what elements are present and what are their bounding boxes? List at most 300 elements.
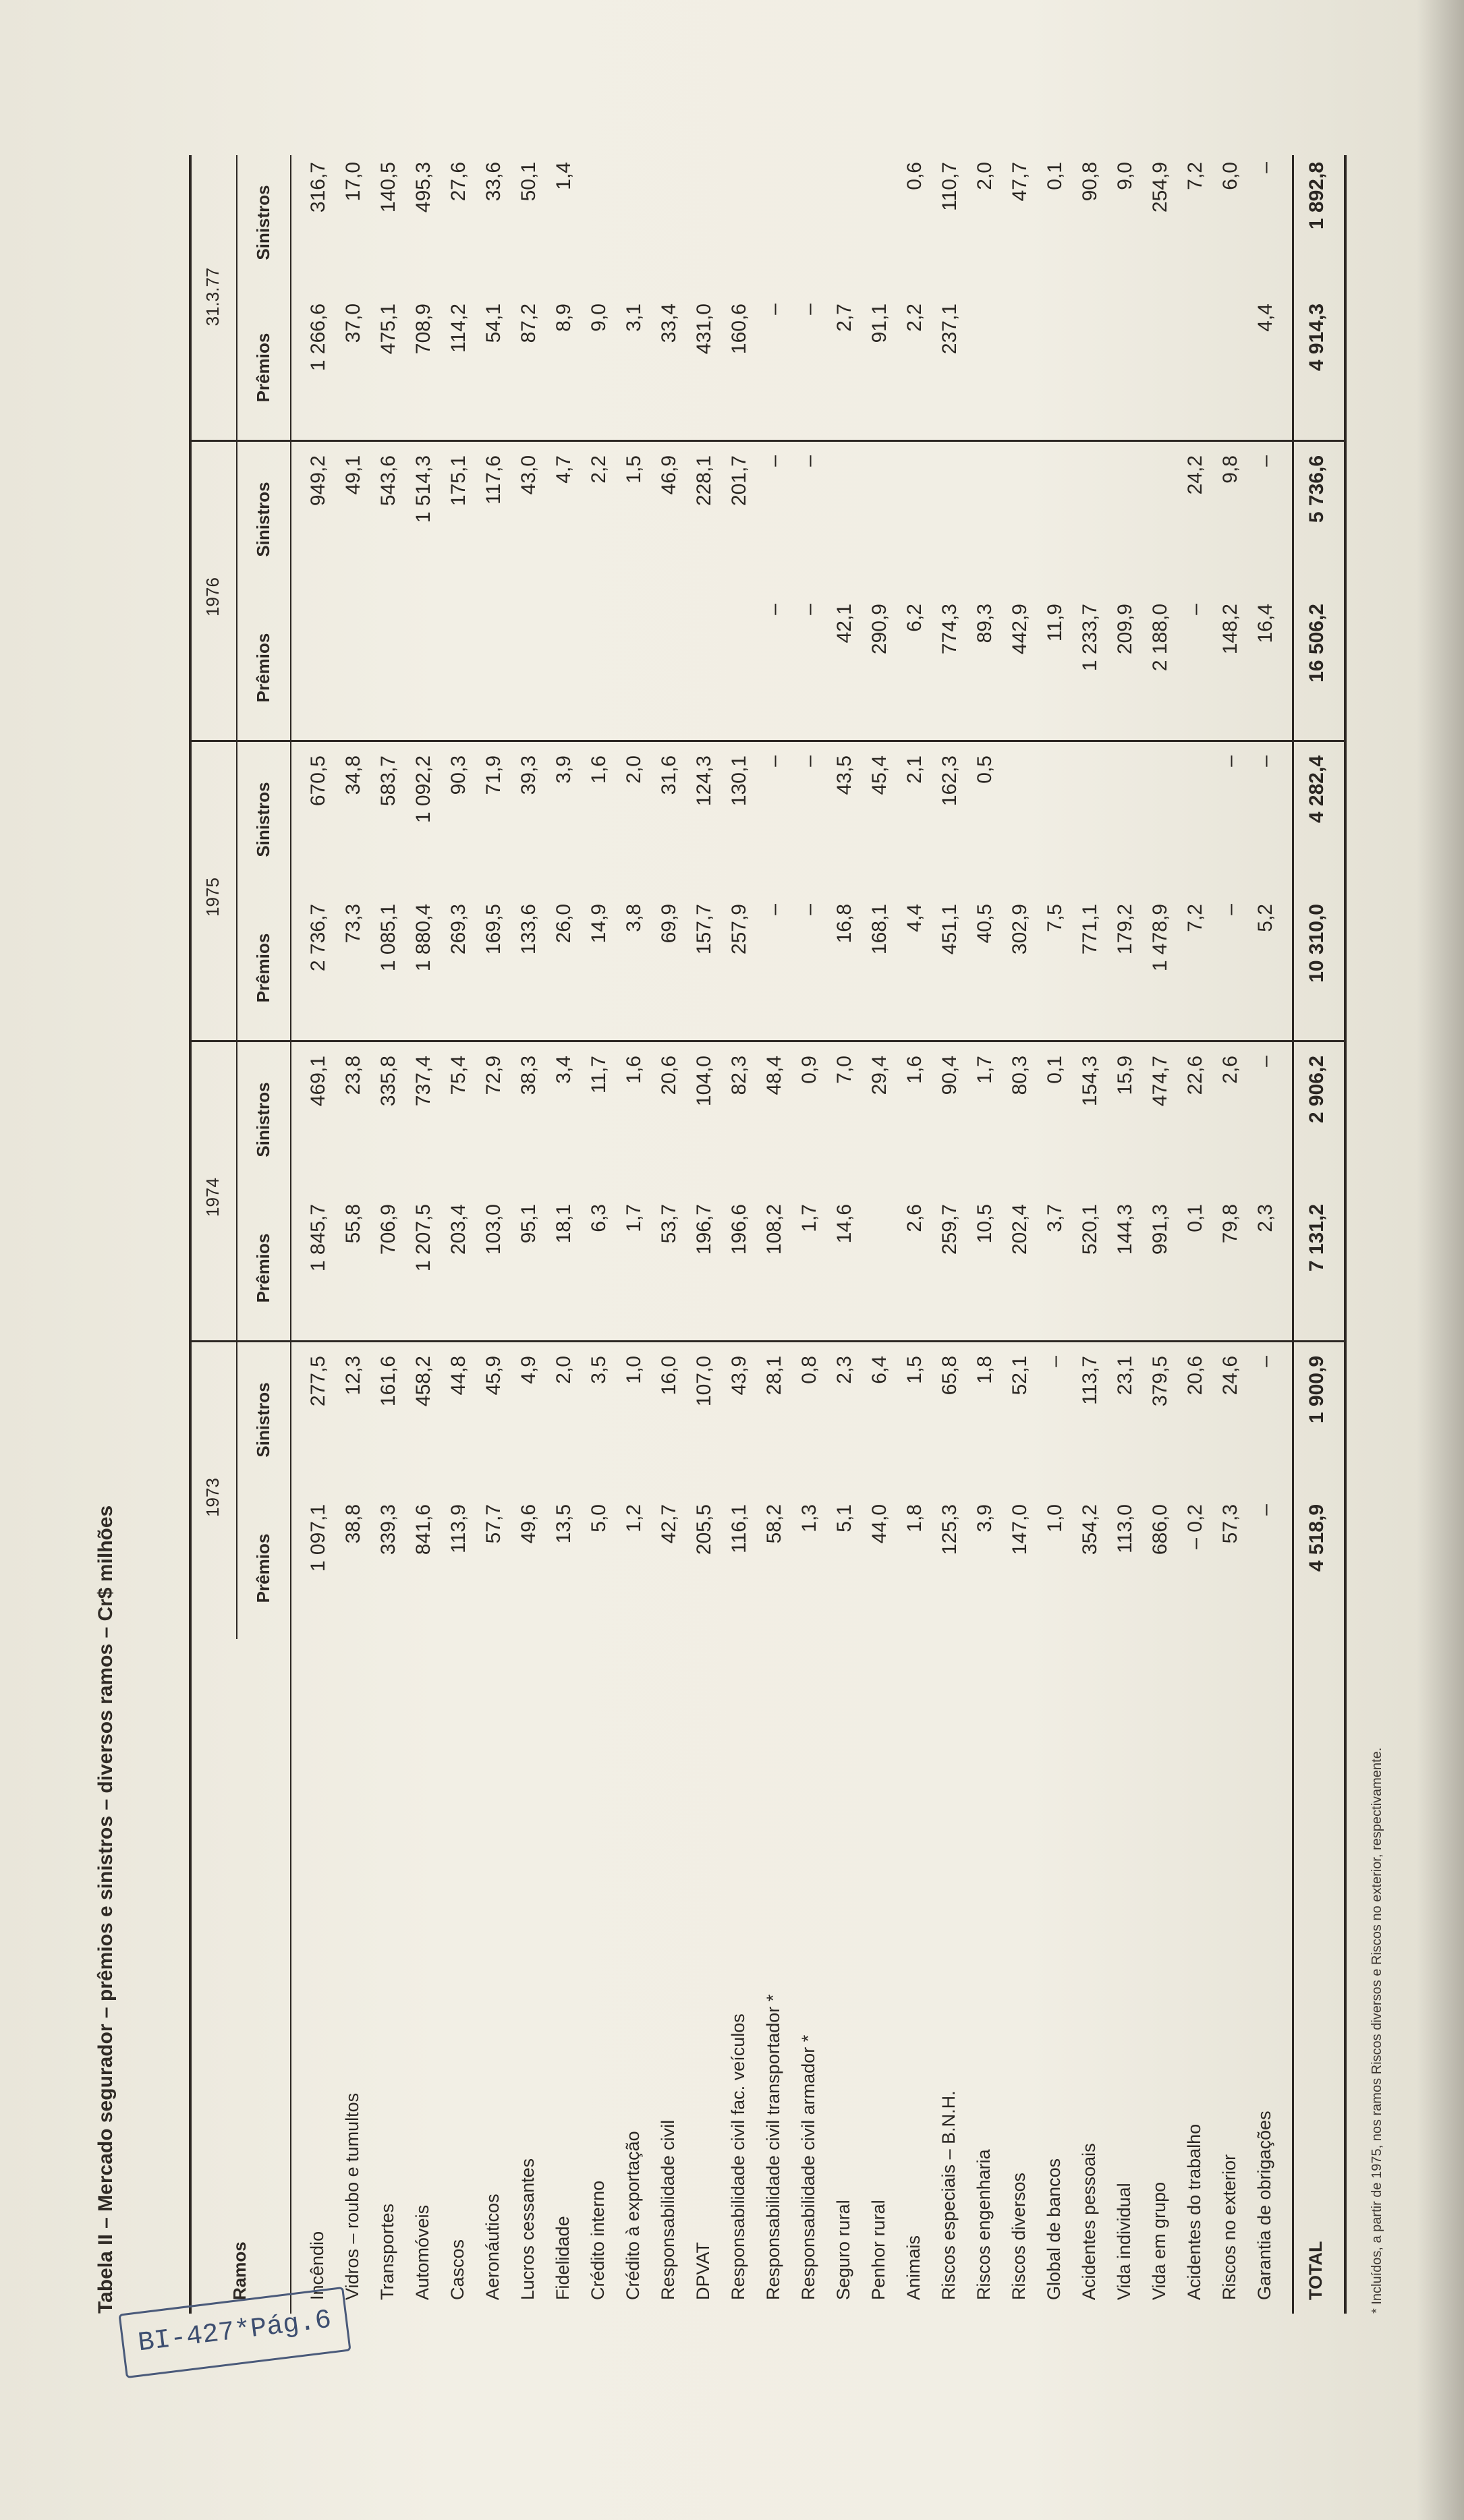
value-cell: – — [1184, 604, 1206, 615]
value-cell: 15,9 — [1114, 1056, 1136, 1095]
value-cell: – 0,2 — [1184, 1504, 1206, 1549]
value-cell: – — [1219, 755, 1241, 767]
value-cell: 72,9 — [482, 1056, 505, 1095]
value-cell: 75,4 — [447, 1056, 470, 1095]
value-cell: 6,4 — [868, 1356, 891, 1384]
value-cell: 708,9 — [412, 304, 434, 355]
value-cell: 50,1 — [517, 162, 540, 202]
value-cell: 16,4 — [1254, 604, 1276, 643]
value-cell: 113,9 — [447, 1504, 470, 1553]
value-cell: – — [798, 455, 820, 467]
value-cell: 49,6 — [517, 1504, 540, 1544]
value-cell: 14,9 — [588, 904, 610, 944]
value-cell: 16,8 — [833, 904, 855, 944]
sinistros-header: Sinistros — [253, 482, 273, 557]
value-cell: – — [1254, 1504, 1276, 1516]
page-stamp: BI-427*Pág.6 — [118, 2287, 351, 2378]
value-cell: 0,1 — [1044, 1056, 1066, 1084]
value-cell: 10 310,0 — [1305, 904, 1328, 983]
value-cell: 3,7 — [1044, 1204, 1066, 1232]
year-header-1976: 1976 — [202, 577, 223, 617]
value-cell: 3,9 — [974, 1504, 996, 1533]
premios-header: Prêmios — [253, 633, 273, 703]
value-cell: 43,5 — [833, 755, 855, 795]
year-header-1974: 1974 — [202, 1178, 223, 1217]
value-cell: 196,7 — [693, 1204, 715, 1255]
value-cell: 140,5 — [377, 162, 399, 213]
value-cell: 737,4 — [412, 1056, 434, 1107]
value-cell: 316,7 — [307, 162, 329, 213]
value-cell: 474,7 — [1149, 1056, 1171, 1107]
value-cell: 34,8 — [342, 755, 364, 795]
sinistros-header: Sinistros — [253, 185, 273, 260]
ramo-label: Global de bancos — [1044, 2158, 1064, 2300]
value-cell: 2,0 — [553, 1356, 575, 1384]
value-cell: 9,8 — [1219, 455, 1241, 484]
value-cell: 209,9 — [1114, 604, 1136, 655]
value-cell: 16,0 — [658, 1356, 680, 1396]
value-cell: 24,2 — [1184, 455, 1206, 495]
value-cell: 335,8 — [377, 1056, 399, 1107]
value-cell: 24,6 — [1219, 1356, 1241, 1396]
value-cell: 2 736,7 — [307, 904, 329, 972]
value-cell: 8,9 — [553, 304, 575, 332]
value-cell: 87,2 — [517, 304, 540, 343]
value-cell: 6,3 — [588, 1204, 610, 1232]
column-divider — [189, 740, 1347, 742]
value-cell: 157,7 — [693, 904, 715, 955]
value-cell: 5,2 — [1254, 904, 1276, 932]
value-cell: 771,1 — [1079, 904, 1101, 955]
ramo-label: Incêndio — [307, 2231, 327, 2300]
year-header-31-3-77: 31.3.77 — [202, 267, 223, 326]
value-cell: 520,1 — [1079, 1204, 1101, 1255]
value-cell: 39,3 — [517, 755, 540, 795]
value-cell: 442,9 — [1009, 604, 1031, 655]
value-cell: – — [798, 304, 820, 315]
value-cell: 7,5 — [1044, 904, 1066, 932]
ramo-label: Seguro rural — [833, 2200, 853, 2300]
value-cell: – — [1219, 904, 1241, 915]
value-cell: 1 892,8 — [1305, 162, 1328, 230]
value-cell: 1,6 — [623, 1056, 645, 1084]
value-cell: 0,6 — [903, 162, 926, 190]
value-cell: 52,1 — [1009, 1356, 1031, 1396]
value-cell: 29,4 — [868, 1056, 891, 1095]
ramo-label: Vida individual — [1114, 2183, 1134, 2300]
premios-header: Prêmios — [253, 1233, 273, 1303]
value-cell: 90,8 — [1079, 162, 1101, 202]
ramo-label: Responsabilidade civil fac. veículos — [728, 2013, 748, 2300]
value-cell: 23,1 — [1114, 1356, 1136, 1396]
value-cell: 103,0 — [482, 1204, 505, 1255]
value-cell: 144,3 — [1114, 1204, 1136, 1255]
premios-header: Prêmios — [253, 933, 273, 1003]
value-cell: 104,0 — [693, 1056, 715, 1107]
ramo-label: Riscos engenharia — [974, 2149, 994, 2300]
value-cell: 1 207,5 — [412, 1204, 434, 1272]
value-cell: 5 736,6 — [1305, 455, 1328, 523]
value-cell: 2 906,2 — [1305, 1056, 1328, 1124]
value-cell: 4,4 — [903, 904, 926, 932]
ramos-header: Ramos — [229, 2241, 250, 2300]
value-cell: 160,6 — [728, 304, 750, 355]
value-cell: – — [763, 904, 785, 915]
ramo-label: TOTAL — [1305, 2241, 1326, 2300]
value-cell: – — [763, 304, 785, 315]
value-cell: 54,1 — [482, 304, 505, 343]
value-cell: 175,1 — [447, 455, 470, 507]
value-cell: 1,4 — [553, 162, 575, 190]
value-cell: 20,6 — [1184, 1356, 1206, 1396]
value-cell: 5,1 — [833, 1504, 855, 1533]
value-cell: 11,7 — [588, 1056, 610, 1094]
value-cell: 4,9 — [517, 1356, 540, 1384]
value-cell: 1 900,9 — [1305, 1356, 1328, 1424]
value-cell: 23,8 — [342, 1056, 364, 1095]
value-cell: 451,1 — [938, 904, 961, 955]
value-cell: 203,4 — [447, 1204, 470, 1255]
value-cell: 147,0 — [1009, 1504, 1031, 1555]
value-cell: 179,2 — [1114, 904, 1136, 955]
value-cell: 28,1 — [763, 1356, 785, 1396]
value-cell: 9,0 — [588, 304, 610, 332]
value-cell: 205,5 — [693, 1504, 715, 1555]
sinistros-header: Sinistros — [253, 1082, 273, 1157]
value-cell: 290,9 — [868, 604, 891, 655]
value-cell: 169,5 — [482, 904, 505, 955]
value-cell: 108,2 — [763, 1204, 785, 1255]
value-cell: 1,8 — [974, 1356, 996, 1384]
value-cell: 706,9 — [377, 1204, 399, 1255]
value-cell: 130,1 — [728, 755, 750, 807]
value-cell: 1,6 — [588, 755, 610, 784]
ramo-label: Riscos especiais – B.N.H. — [938, 2090, 959, 2300]
value-cell: 1 880,4 — [412, 904, 434, 972]
value-cell: 1,6 — [903, 1056, 926, 1084]
ramo-label: Crédito interno — [588, 2180, 608, 2300]
value-cell: 37,0 — [342, 304, 364, 343]
value-cell: 90,4 — [938, 1056, 961, 1095]
value-cell: 2,3 — [1254, 1204, 1276, 1232]
sinistros-header: Sinistros — [253, 782, 273, 857]
value-cell: 91,1 — [868, 304, 891, 343]
value-cell: 117,6 — [482, 455, 505, 505]
value-cell: – — [798, 604, 820, 615]
value-cell: 43,9 — [728, 1356, 750, 1396]
value-cell: 1,5 — [903, 1356, 926, 1384]
value-cell: 22,6 — [1184, 1056, 1206, 1095]
value-cell: 196,6 — [728, 1204, 750, 1255]
value-cell: 73,3 — [342, 904, 364, 944]
value-cell: 774,3 — [938, 604, 961, 655]
value-cell: 339,3 — [377, 1504, 399, 1555]
value-cell: 2,3 — [833, 1356, 855, 1384]
value-cell: 0,9 — [798, 1056, 820, 1084]
column-divider — [189, 440, 1347, 442]
value-cell: 38,3 — [517, 1056, 540, 1095]
ramo-label: Riscos no exterior — [1219, 2154, 1239, 2300]
value-cell: 354,2 — [1079, 1504, 1101, 1555]
value-cell: 45,9 — [482, 1356, 505, 1396]
value-cell: 670,5 — [307, 755, 329, 807]
value-cell: 113,0 — [1114, 1504, 1136, 1553]
value-cell: 0,1 — [1044, 162, 1066, 190]
value-cell: 1,7 — [974, 1056, 996, 1084]
value-cell: 1 233,7 — [1079, 604, 1101, 672]
value-cell: 13,5 — [553, 1504, 575, 1544]
value-cell: 4,4 — [1254, 304, 1276, 332]
value-cell: 44,0 — [868, 1504, 891, 1544]
premios-header: Prêmios — [253, 1533, 273, 1603]
value-cell: 2,0 — [623, 755, 645, 784]
value-cell: 269,3 — [447, 904, 470, 955]
value-cell: 71,9 — [482, 755, 505, 795]
data-table — [189, 155, 1349, 2314]
value-cell: 7,2 — [1184, 162, 1206, 190]
ramo-label: Vidros – roubo e tumultos — [342, 2092, 362, 2300]
value-cell: 257,9 — [728, 904, 750, 955]
ramo-label: Penhor rural — [868, 2200, 889, 2300]
value-cell: 0,1 — [1184, 1204, 1206, 1232]
value-cell: 949,2 — [307, 455, 329, 507]
ramo-label: Responsabilidade civil transportador * — [763, 1994, 783, 2300]
value-cell: 154,3 — [1079, 1056, 1101, 1107]
value-cell: 40,5 — [974, 904, 996, 944]
value-cell: 237,1 — [938, 304, 961, 355]
value-cell: 379,5 — [1149, 1356, 1171, 1407]
value-cell: 1,3 — [798, 1504, 820, 1533]
value-cell: 53,7 — [658, 1204, 680, 1244]
ramo-label: Riscos diversos — [1009, 2172, 1029, 2300]
total-top-rule — [1292, 155, 1294, 2314]
value-cell: 4 518,9 — [1305, 1504, 1328, 1572]
ramo-label: Transportes — [377, 2203, 397, 2300]
value-cell: – — [763, 755, 785, 767]
value-cell: 42,7 — [658, 1504, 680, 1544]
year-header-1975: 1975 — [202, 878, 223, 917]
value-cell: 543,6 — [377, 455, 399, 507]
value-cell: 469,1 — [307, 1056, 329, 1107]
value-cell: 27,6 — [447, 162, 470, 202]
value-cell: 5,0 — [588, 1504, 610, 1533]
value-cell: 9,0 — [1114, 162, 1136, 190]
ramo-label: Acidentes pessoais — [1079, 2143, 1099, 2300]
column-divider — [189, 1340, 1347, 1342]
ramo-label: Automóveis — [412, 2204, 432, 2300]
value-cell: 7,0 — [833, 1056, 855, 1084]
value-cell: – — [763, 604, 785, 615]
value-cell: 38,8 — [342, 1504, 364, 1544]
value-cell: 841,6 — [412, 1504, 434, 1555]
value-cell: – — [1254, 162, 1276, 173]
value-cell: 1,5 — [623, 455, 645, 484]
value-cell: 2,2 — [903, 304, 926, 332]
value-cell: 31,6 — [658, 755, 680, 795]
value-cell: 1 266,6 — [307, 304, 329, 372]
value-cell: 583,7 — [377, 755, 399, 807]
value-cell: – — [1254, 755, 1276, 767]
ramo-label: Cascos — [447, 2239, 468, 2300]
value-cell: 45,4 — [868, 755, 891, 795]
column-divider — [189, 1040, 1347, 1042]
value-cell: 686,0 — [1149, 1504, 1171, 1555]
sinistros-header: Sinistros — [253, 1382, 273, 1458]
value-cell: 1,7 — [623, 1204, 645, 1232]
value-cell: 1 478,9 — [1149, 904, 1171, 972]
year-header-1973: 1973 — [202, 1478, 223, 1517]
value-cell: 3,4 — [553, 1056, 575, 1084]
value-cell: 10,5 — [974, 1204, 996, 1244]
footnote: * Incluídos, a partir de 1975, nos ramos Riscos diversos e Riscos no exterior, respectivamente. — [1370, 1747, 1384, 2314]
value-cell: 3,1 — [623, 304, 645, 332]
ramo-label: Lucros cessantes — [517, 2158, 538, 2300]
value-cell: 79,8 — [1219, 1204, 1241, 1244]
value-cell: 47,7 — [1009, 162, 1031, 202]
value-cell: 33,6 — [482, 162, 505, 202]
ramo-label: Responsabilidade civil — [658, 2119, 678, 2300]
value-cell: 55,8 — [342, 1204, 364, 1244]
value-cell: 2,0 — [974, 162, 996, 190]
value-cell: 168,1 — [868, 904, 891, 955]
value-cell: 7 131,2 — [1305, 1204, 1328, 1272]
value-cell: 0,8 — [798, 1356, 820, 1384]
value-cell: 43,0 — [517, 455, 540, 495]
value-cell: 1,0 — [623, 1356, 645, 1384]
value-cell: 58,2 — [763, 1504, 785, 1544]
value-cell: 125,3 — [938, 1504, 961, 1555]
ramo-label: Fidelidade — [553, 2216, 573, 2300]
value-cell: 1 845,7 — [307, 1204, 329, 1272]
value-cell: 69,9 — [658, 904, 680, 944]
value-cell: – — [1254, 1356, 1276, 1367]
value-cell: 42,1 — [833, 604, 855, 643]
value-cell: 259,7 — [938, 1204, 961, 1255]
value-cell: 33,4 — [658, 304, 680, 343]
value-cell: 49,1 — [342, 455, 364, 495]
value-cell: 124,3 — [693, 755, 715, 807]
value-cell: 2,6 — [1219, 1056, 1241, 1084]
value-cell: 90,3 — [447, 755, 470, 795]
value-cell: 4 914,3 — [1305, 304, 1328, 372]
value-cell: 18,1 — [553, 1204, 575, 1244]
value-cell: 20,6 — [658, 1056, 680, 1095]
value-cell: 254,9 — [1149, 162, 1171, 213]
value-cell: 161,6 — [377, 1356, 399, 1407]
value-cell: 46,9 — [658, 455, 680, 495]
value-cell: 116,1 — [728, 1504, 750, 1553]
value-cell: 228,1 — [693, 455, 715, 507]
ramo-label: Animais — [903, 2235, 924, 2300]
value-cell: 3,5 — [588, 1356, 610, 1384]
value-cell: 475,1 — [377, 304, 399, 355]
value-cell: 2,7 — [833, 304, 855, 332]
value-cell: 1 092,2 — [412, 755, 434, 824]
value-cell: 1 085,1 — [377, 904, 399, 972]
value-cell: – — [1254, 1056, 1276, 1067]
ramo-label: Garantia de obrigações — [1254, 2111, 1274, 2300]
value-cell: 6,0 — [1219, 162, 1241, 190]
value-cell: 277,5 — [307, 1356, 329, 1407]
value-cell: 1,7 — [798, 1204, 820, 1232]
value-cell: 3,8 — [623, 904, 645, 932]
ramo-label: Vida em grupo — [1149, 2181, 1169, 2300]
value-cell: 95,1 — [517, 1204, 540, 1244]
value-cell: 11,9 — [1044, 604, 1066, 642]
value-cell: 991,3 — [1149, 1204, 1171, 1255]
value-cell: 82,3 — [728, 1056, 750, 1095]
table-top-rule — [189, 155, 192, 2314]
ramo-label: Crédito à exportação — [623, 2131, 643, 2300]
value-cell: 495,3 — [412, 162, 434, 213]
value-cell: 26,0 — [553, 904, 575, 944]
value-cell: – — [1044, 1356, 1066, 1367]
table-bottom-rule — [1344, 155, 1347, 2314]
value-cell: 89,3 — [974, 604, 996, 643]
value-cell: – — [798, 904, 820, 915]
value-cell: 148,2 — [1219, 604, 1241, 655]
value-cell: 6,2 — [903, 604, 926, 632]
value-cell: 7,2 — [1184, 904, 1206, 932]
ramo-label: Acidentes do trabalho — [1184, 2123, 1204, 2300]
year-rule — [236, 155, 237, 1639]
value-cell: 201,7 — [728, 455, 750, 507]
value-cell: 14,6 — [833, 1204, 855, 1244]
value-cell: 57,3 — [1219, 1504, 1241, 1544]
value-cell: 2,1 — [903, 755, 926, 784]
value-cell: 458,2 — [412, 1356, 434, 1407]
value-cell: 4,7 — [553, 455, 575, 484]
value-cell: 1,0 — [1044, 1504, 1066, 1533]
value-cell: 3,9 — [553, 755, 575, 784]
value-cell: 17,0 — [342, 162, 364, 202]
value-cell: 1,2 — [623, 1504, 645, 1533]
value-cell: 431,0 — [693, 304, 715, 355]
value-cell: 162,3 — [938, 755, 961, 807]
value-cell: 302,9 — [1009, 904, 1031, 955]
premios-header: Prêmios — [253, 333, 273, 403]
value-cell: 107,0 — [693, 1356, 715, 1407]
table-caption: Tabela II – Mercado segurador – prêmios e sinistros – diversos ramos – Cr$ milhões — [94, 1505, 117, 2314]
header-rule — [290, 155, 291, 2314]
value-cell: 12,3 — [342, 1356, 364, 1396]
value-cell: 114,2 — [447, 304, 470, 353]
value-cell: 44,8 — [447, 1356, 470, 1396]
value-cell: 2,6 — [903, 1204, 926, 1232]
ramo-label: DPVAT — [693, 2241, 713, 2300]
value-cell: – — [763, 455, 785, 467]
value-cell: 57,7 — [482, 1504, 505, 1544]
value-cell: 4 282,4 — [1305, 755, 1328, 824]
value-cell: 0,5 — [974, 755, 996, 784]
value-cell: 16 506,2 — [1305, 604, 1328, 683]
value-cell: – — [798, 755, 820, 767]
value-cell: 2 188,0 — [1149, 604, 1171, 672]
value-cell: – — [1254, 455, 1276, 467]
value-cell: 1,8 — [903, 1504, 926, 1533]
value-cell: 48,4 — [763, 1056, 785, 1095]
value-cell: 113,7 — [1079, 1356, 1101, 1405]
ramo-label: Responsabilidade civil armador * — [798, 2034, 818, 2300]
value-cell: 110,7 — [938, 162, 961, 211]
value-cell: 202,4 — [1009, 1204, 1031, 1255]
ramo-label: Aeronáuticos — [482, 2194, 503, 2300]
value-cell: 2,2 — [588, 455, 610, 484]
value-cell: 80,3 — [1009, 1056, 1031, 1095]
value-cell: 1 514,3 — [412, 455, 434, 523]
value-cell: 65,8 — [938, 1356, 961, 1396]
value-cell: 1 097,1 — [307, 1504, 329, 1572]
